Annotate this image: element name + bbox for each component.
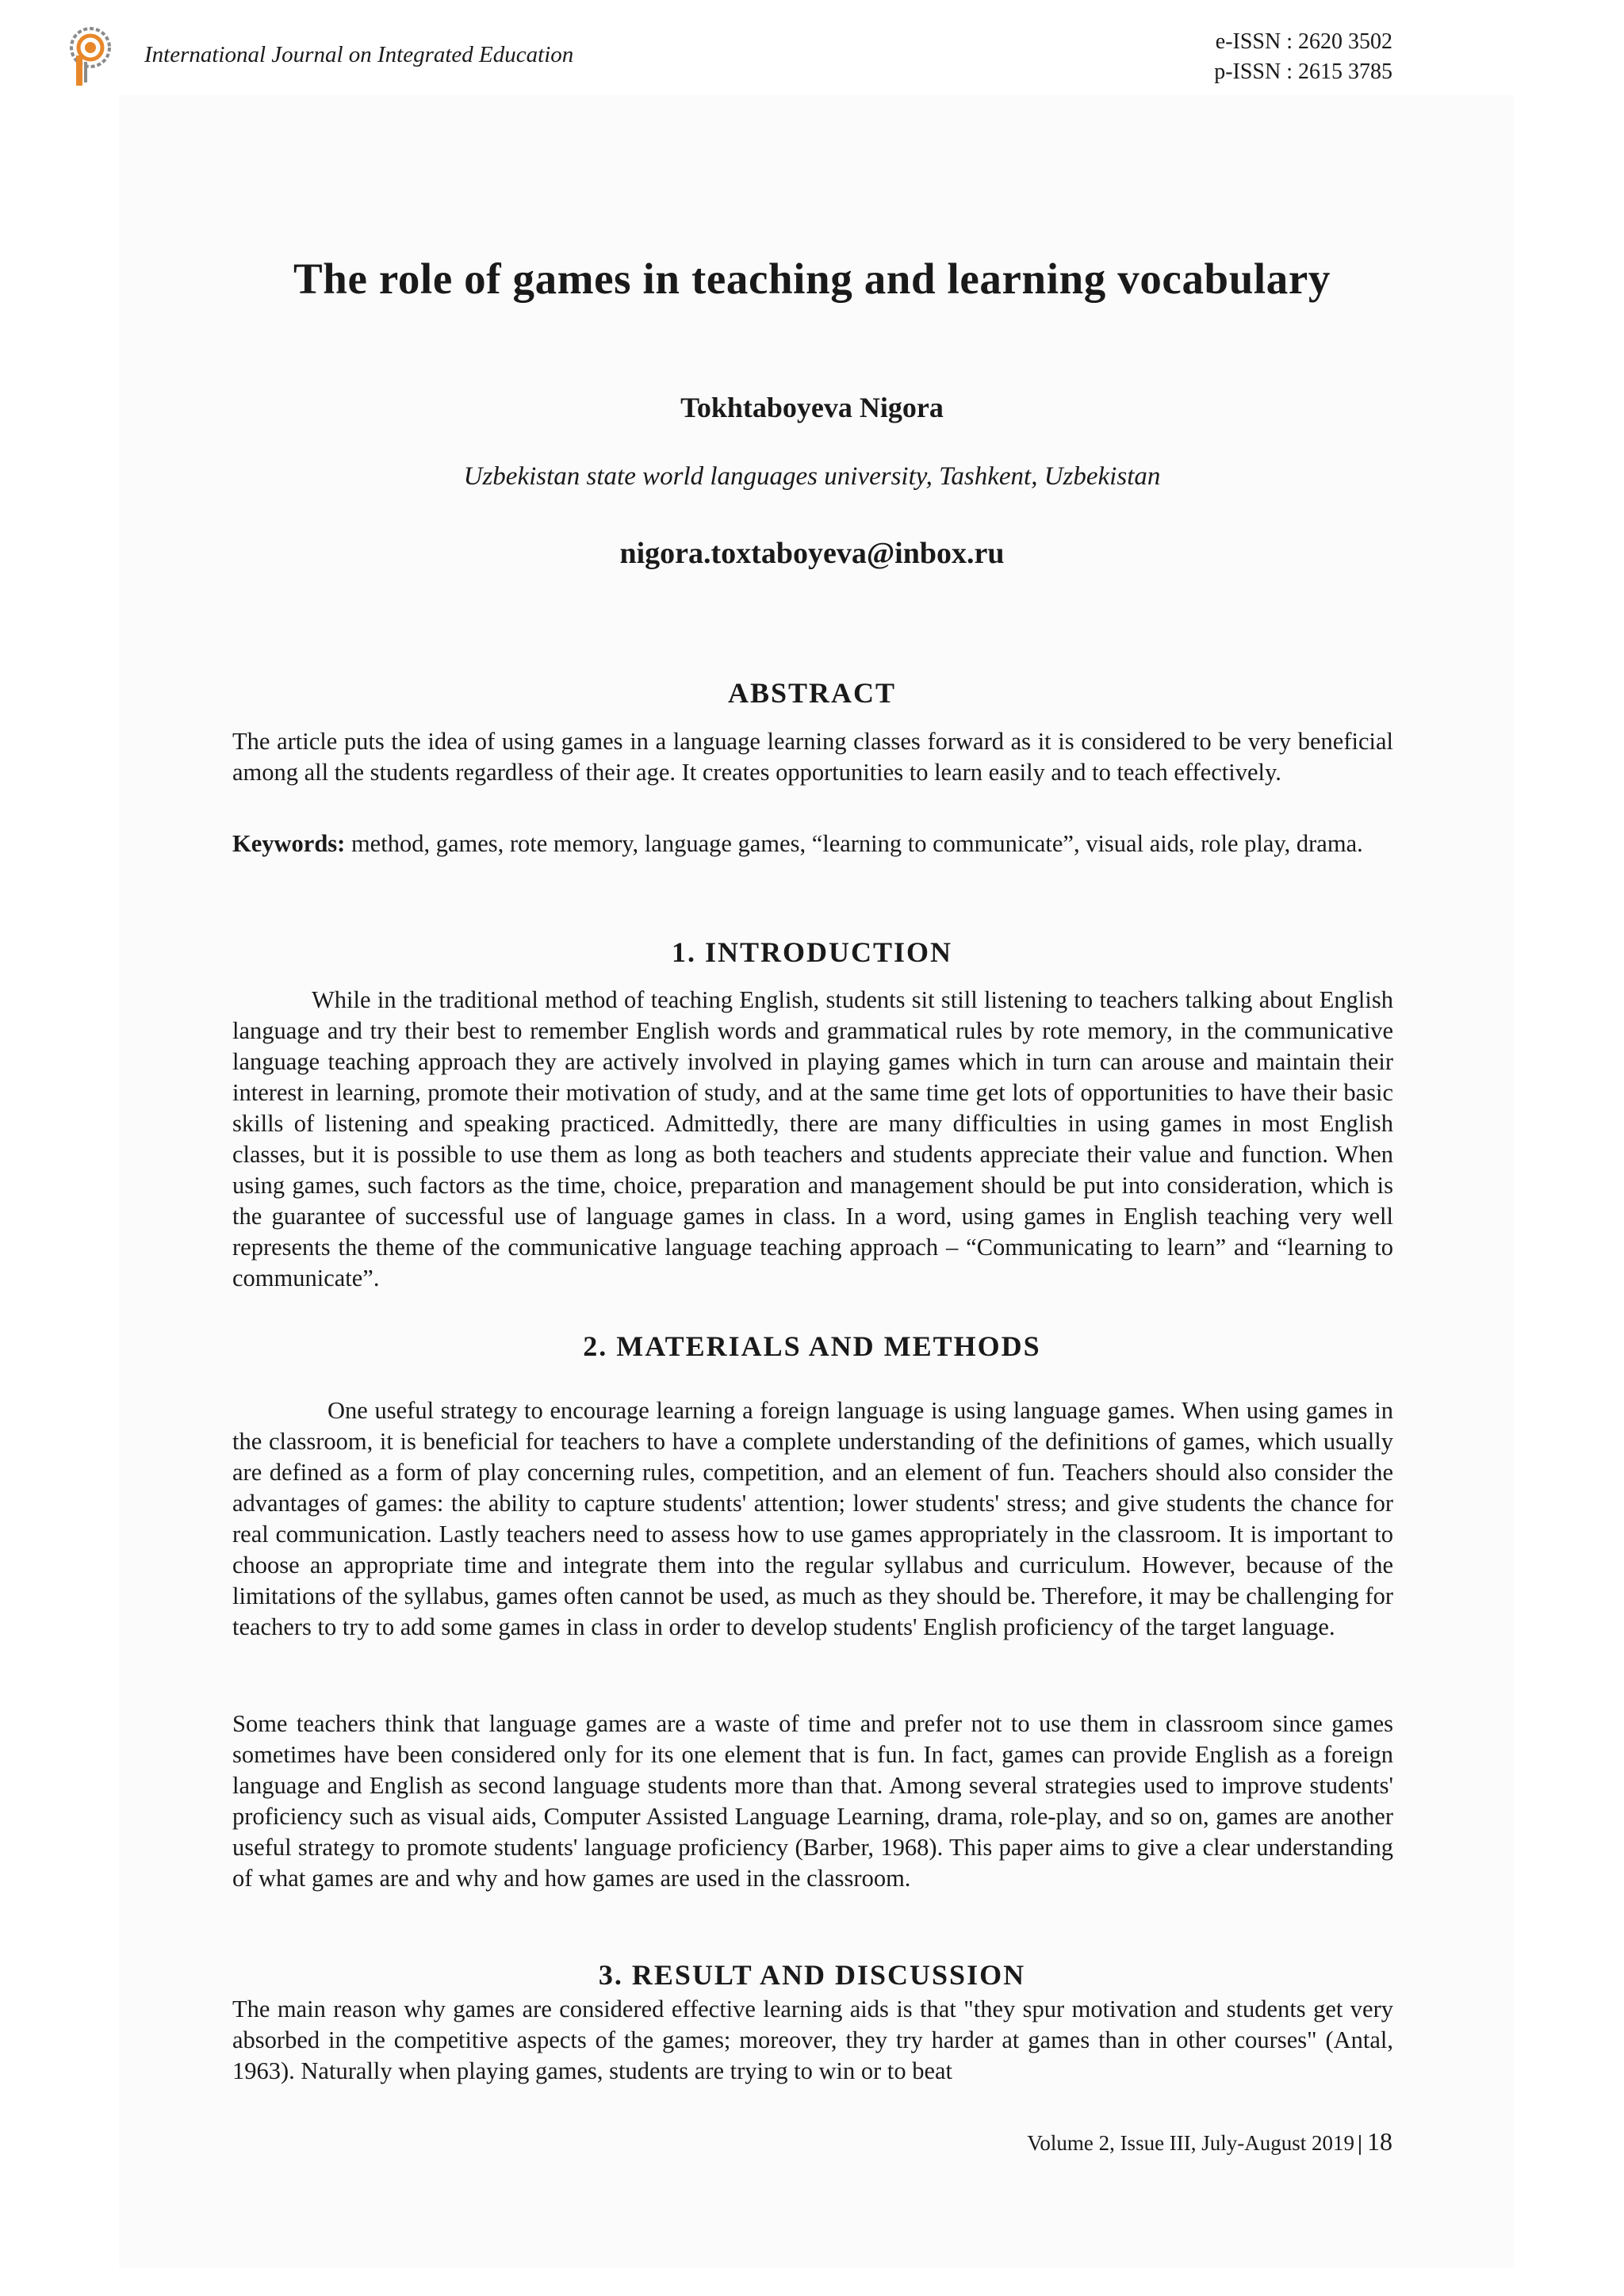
page-number: 18 <box>1367 2127 1392 2156</box>
section-heading-introduction: 1. INTRODUCTION <box>671 936 953 968</box>
keywords-paragraph <box>232 828 1393 859</box>
author-name: Tokhtaboyeva Nigora <box>680 392 944 423</box>
abstract-heading: ABSTRACT <box>727 677 897 709</box>
methods-paragraph-2: Some teachers think that language games are a waste of time and prefer not to use them in classroom since games sometimes have been considered only for its one element that is fun. In fact, games can provide English as a foreign language and English as second language students more than that. Among several strategies used to improve students' proficiency such as visual aids, Computer Assisted Language Learning, drama, role-play, and so on, games are another useful strategy to promote students' language proficiency (Barber, 1968). This paper aims to give a clear understanding of what games are and why and how games are used in the classroom. <box>232 1710 1393 1892</box>
keywords-list: method, games, rote memory, language games, “learning to communicate”, visual aids, role play, drama. <box>350 830 1363 857</box>
section-heading-results-discussion: 3. RESULT AND DISCUSSION <box>598 1959 1026 1991</box>
e-issn: e-ISSN : 2620 3502 <box>1215 29 1392 54</box>
section-heading-materials-methods: 2. MATERIALS AND METHODS <box>583 1330 1041 1362</box>
author-affiliation: Uzbekistan state world languages university, Tashkent, Uzbekistan <box>463 462 1161 491</box>
introduction-paragraph: While in the traditional method of teaching English, students sit still listening to teachers talking about English language and try their best to remember English words and grammatical rules by rote memory, in the communicative language teaching approach they are actively involved in playing games which in turn can arouse and maintain their interest in learning, promote their motivation of study, and at the same time get lots of opportunities to have their basic skills of listening and speaking practiced. Admittedly, there are many difficulties in using games in most English classes, but it is possible to use them as long as both teachers and students appreciate their value and function. When using games, such factors as the time, choice, preparation and management should be put into consideration, which is the guarantee of successful use of language games in class. In a word, using games in English teaching very well represents the theme of the communicative language teaching approach – “Communicating to learn” and “learning to communicate”. <box>232 986 1393 1292</box>
volume-info: Volume 2, Issue III, July-August 2019 <box>1027 2131 1355 2155</box>
keywords-label: Keywords: <box>232 830 346 857</box>
journal-name: International Journal on Integrated Education <box>144 42 574 67</box>
results-paragraph: The main reason why games are considered effective learning aids is that "they spur motivation and students get very absorbed in the competitive aspects of the games; moreover, they try harder at games than in other courses" (Antal, 1963). Naturally when playing games, students are trying to win or to beat <box>232 1996 1393 2084</box>
methods-paragraph-1: One useful strategy to encourage learning a foreign language is using language games. When using games in the classroom, it is beneficial for teachers to have a complete understanding of the definitions of games, which usually are defined as a form of play concerning rules, competition, and an element of fun. Teachers should also consider the advantages of games: the ability to capture students' attention; lower students' stress; and give students the chance for real communication. Lastly teachers need to assess how to use games appropriately in the classroom. It is important to choose an appropriate time and integrate them into the regular syllabus and curriculum. However, because of the limitations of the syllabus, games often cannot be used, as much as they should be. Therefore, it may be challenging for teachers to try to add some games in class in order to develop students' English proficiency of the target language. <box>232 1397 1393 1640</box>
article-title: The role of games in teaching and learning vocabulary <box>293 254 1331 303</box>
abstract-text: The article puts the idea of using games in a language learning classes forward as it is considered to be very beneficial among all the students regardless of their age. It creates opportunities to learn easily and to teach effectively. <box>232 728 1393 786</box>
page-footer <box>1027 2127 1392 2156</box>
issn-block <box>1214 27 1392 87</box>
author-email[interactable]: nigora.toxtaboyeva@inbox.ru <box>619 537 1005 570</box>
p-issn: p-ISSN : 2615 3785 <box>1214 59 1392 84</box>
footer-separator: | <box>1358 2131 1362 2155</box>
journal-logo-icon <box>67 24 119 87</box>
